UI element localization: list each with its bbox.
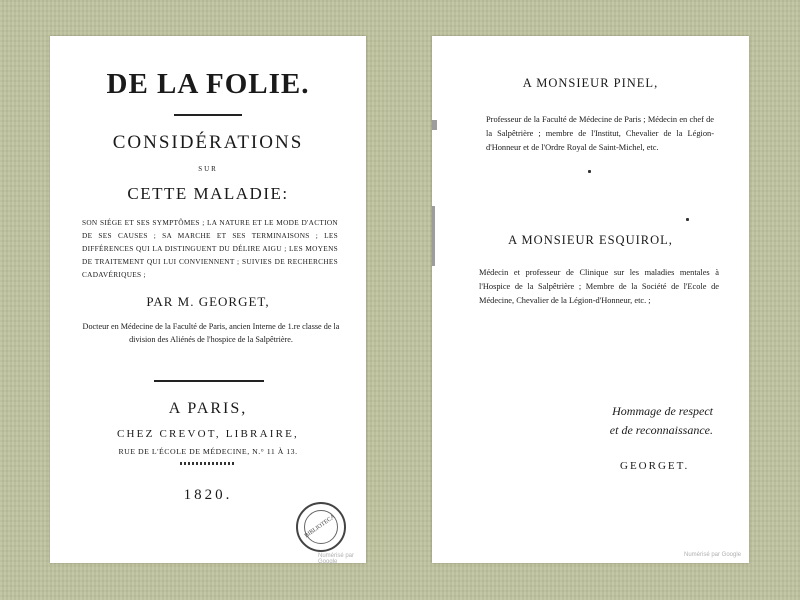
book-subtitle: CONSIDÉRATIONS xyxy=(112,132,304,153)
imprint-city: A PARIS, xyxy=(168,400,248,417)
hommage-line-2: et de reconnaissance. xyxy=(609,423,713,437)
hommage-line-1: Hommage de respect xyxy=(612,404,713,418)
google-watermark: Numérisé par Google xyxy=(684,552,742,558)
library-stamp xyxy=(296,502,346,552)
imprint-address: RUE DE L'ÉCOLE DE MÉDECINE, N.° 11 À 13. xyxy=(118,447,298,456)
stamp-seal-icon xyxy=(296,502,342,548)
publication-year: 1820. xyxy=(183,487,233,503)
svg-text:BIBLIOTECA: BIBLIOTECA xyxy=(303,513,337,540)
title-page xyxy=(50,36,366,563)
google-watermark: Numérisé par Google xyxy=(318,553,355,565)
dedication-esquirol-heading: A MONSIEUR ESQUIROL, xyxy=(508,233,673,247)
title-rule xyxy=(174,114,242,116)
dedication-esquirol-body: Médecin et professeur de Clinique sur les maladies mentales à l'Hospice de la Salpêtrière ; Membre de la Société de l'Ecole de Médecine, Chevalier de la Légion-d'Honneur, etc. ; xyxy=(479,268,719,305)
imprint-publisher: CHEZ CREVOT, LIBRAIRE, xyxy=(116,428,300,440)
ornament-squiggle xyxy=(180,462,236,465)
ink-dot xyxy=(588,170,591,173)
dedication-pinel-body: Professeur de la Faculté de Médecine de Paris ; Médecin en chef de la Salpêtrière ; membre de l'Institut, Chevalier de la Légion-d'Honneur et de l'Ordre Royal de Saint-Michel, etc. xyxy=(486,115,714,152)
subtitle-sur: SUR xyxy=(198,165,218,173)
ink-dot xyxy=(686,218,689,221)
dedication-page xyxy=(432,36,749,563)
dedication-pinel-heading: A MONSIEUR PINEL, xyxy=(522,76,659,90)
author-line: PAR M. GEORGET, xyxy=(146,294,270,309)
subtitle-maladie: CETTE MALADIE: xyxy=(127,184,289,203)
contents-summary: SON SIÉGE ET SES SYMPTÔMES ; LA NATURE ET LE MODE D'ACTION DE SES CAUSES ; SA MARCHE ET SES TERMINAISONS ; LES DIFFÉRENCES QUI LA DISTINGUENT DU DÉLIRE AIGU ; LES MOYENS DE TRAITEMENT QUI LUI CONVIENNENT ; SUIVIES DE RECHERCHES CADAVÉRIQUES ; xyxy=(82,218,338,279)
author-credentials: Docteur en Médecine de la Faculté de Paris, ancien Interne de 1.re classe de la division des Aliénés de l'hospice de la Salpêtrière. xyxy=(82,322,340,344)
hommage-text xyxy=(552,402,713,440)
book-title: DE LA FOLIE. xyxy=(106,68,310,100)
ornament-rule xyxy=(154,380,264,382)
page-edge-mark xyxy=(432,120,437,130)
author-signature: GEORGET. xyxy=(620,460,690,472)
